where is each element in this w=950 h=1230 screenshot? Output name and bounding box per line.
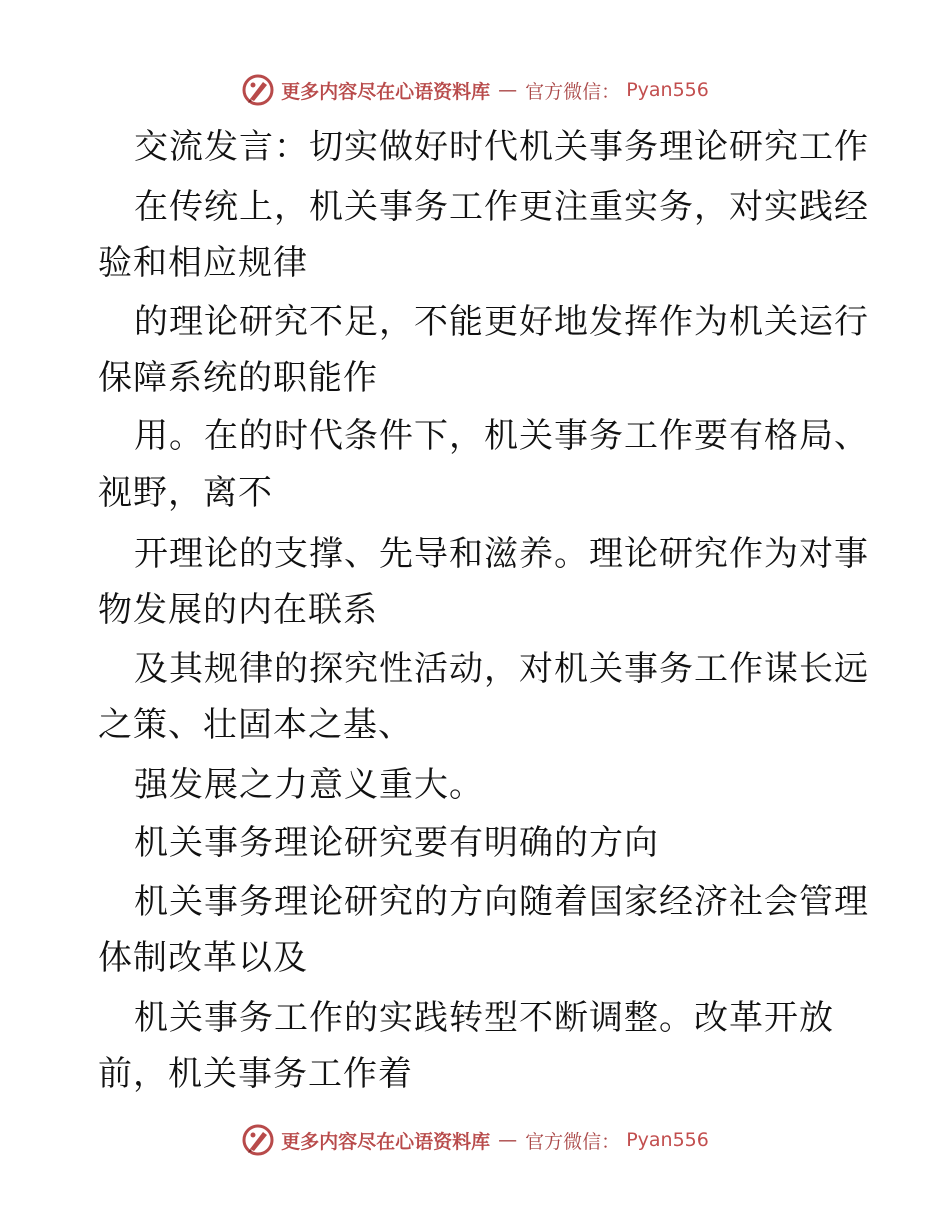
paragraph-line: 在传统上，机关事务工作更注重实务，对实践经 <box>134 187 869 227</box>
paragraph-line: 验和相应规律 <box>98 243 308 283</box>
paragraph-line: 物发展的内在联系 <box>98 590 378 630</box>
banner-wechat-label: 官方微信： <box>525 80 621 103</box>
document-title: 交流发言：切实做好时代机关事务理论研究工作 <box>134 127 869 167</box>
paragraph-line: 机关事务理论研究的方向随着国家经济社会管理 <box>134 882 869 922</box>
paragraph-line: 及其规律的探究性活动，对机关事务工作谋长远 <box>134 649 869 689</box>
pen-seal-icon <box>241 1123 275 1157</box>
banner-wechat-label: 官方微信： <box>525 1130 621 1153</box>
banner-wechat-id: Pyan556 <box>626 79 709 101</box>
paragraph-line: 保障系统的职能作 <box>98 358 378 398</box>
paragraph-line: 前，机关事务工作着 <box>98 1054 413 1094</box>
paragraph-line: 体制改革以及 <box>98 938 308 978</box>
banner-separator: — <box>498 79 518 101</box>
section-heading: 机关事务理论研究要有明确的方向 <box>134 823 659 863</box>
paragraph-line: 机关事务工作的实践转型不断调整。改革开放 <box>134 998 834 1038</box>
banner-separator: — <box>498 1129 518 1151</box>
paragraph-line: 的理论研究不足，不能更好地发挥作为机关运行 <box>134 302 869 342</box>
paragraph-line: 强发展之力意义重大。 <box>134 765 484 805</box>
paragraph-line: 之策、壮固本之基、 <box>98 705 413 745</box>
paragraph-line: 开理论的支撑、先导和滋养。理论研究作为对事 <box>134 534 869 574</box>
banner-text: 更多内容尽在心语资料库 <box>281 80 491 103</box>
footer-banner <box>0 1120 950 1160</box>
paragraph-line: 用。在的时代条件下，机关事务工作要有格局、 <box>134 416 869 456</box>
banner-text: 更多内容尽在心语资料库 <box>281 1130 491 1153</box>
paragraph-line: 视野，离不 <box>98 473 273 513</box>
banner-wechat-id: Pyan556 <box>626 1129 709 1151</box>
